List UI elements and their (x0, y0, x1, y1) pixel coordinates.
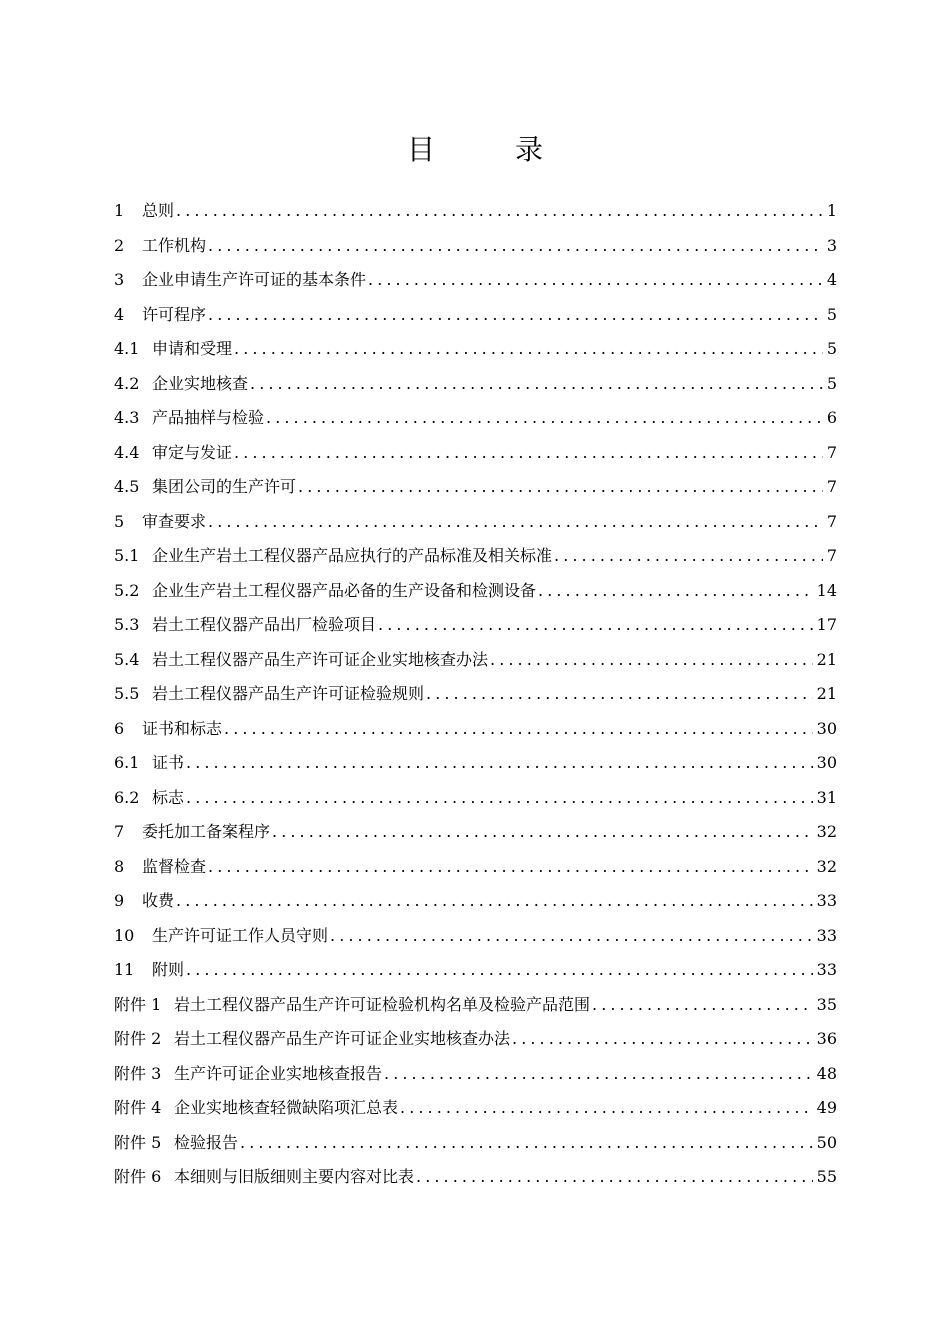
toc-entry[interactable] (114, 608, 837, 643)
toc-entry-title: 企业生产岩土工程仪器产品应执行的产品标准及相关标准 (152, 546, 553, 566)
toc-dot-leader (554, 546, 823, 566)
toc-entry-page-number: 17 (816, 615, 837, 635)
toc-entry[interactable] (114, 953, 837, 988)
toc-entry-number: 5 (114, 511, 125, 531)
toc-entry-title: 申请和受理 (152, 339, 233, 359)
toc-entry-page-number: 36 (816, 1029, 837, 1049)
toc-entry[interactable] (114, 194, 837, 229)
toc-entry-title: 证书 (152, 753, 185, 773)
toc-entry-page-number: 7 (826, 546, 837, 566)
toc-entry-number: 5.1 (114, 546, 140, 566)
toc-entry-title: 生产许可证工作人员守则 (152, 925, 329, 945)
toc-dot-leader (384, 1064, 813, 1084)
toc-dot-leader (378, 615, 813, 635)
toc-entry-page-number: 30 (816, 753, 837, 773)
table-of-contents (114, 194, 837, 1195)
toc-entry-page-number: 7 (826, 511, 837, 531)
toc-entry-page-number: 55 (816, 1167, 837, 1187)
toc-entry-number: 附件 1 (114, 994, 162, 1014)
toc-entry[interactable] (114, 712, 837, 747)
toc-entry-title: 生产许可证企业实地核查报告 (174, 1063, 383, 1083)
toc-dot-leader (240, 1133, 813, 1153)
toc-entry-title: 岩土工程仪器产品出厂检验项目 (152, 615, 377, 635)
toc-entry-number: 6.1 (114, 753, 140, 773)
toc-entry-number: 附件 5 (114, 1132, 162, 1152)
toc-entry[interactable] (114, 1022, 837, 1057)
toc-dot-leader (224, 719, 813, 739)
toc-entry-title: 审查要求 (142, 511, 207, 531)
toc-entry-number: 6 (114, 718, 125, 738)
toc-entry-page-number: 31 (816, 787, 837, 807)
toc-entry-page-number: 30 (816, 718, 837, 738)
toc-entry[interactable] (114, 815, 837, 850)
toc-entry-number: 2 (114, 235, 125, 255)
toc-entry-title: 企业生产岩土工程仪器产品必备的生产设备和检测设备 (152, 580, 537, 600)
toc-dot-leader (400, 1098, 813, 1118)
toc-entry[interactable] (114, 1057, 837, 1092)
toc-entry[interactable] (114, 677, 837, 712)
toc-entry-page-number: 7 (826, 442, 837, 462)
toc-entry-title: 附则 (152, 960, 185, 980)
toc-entry[interactable] (114, 1126, 837, 1161)
toc-entry[interactable] (114, 1160, 837, 1195)
toc-entry-title: 岩土工程仪器产品生产许可证企业实地核查办法 (152, 649, 489, 669)
toc-entry-page-number: 35 (816, 994, 837, 1014)
toc-entry-number: 附件 3 (114, 1063, 162, 1083)
toc-entry-page-number: 6 (826, 408, 837, 428)
toc-entry-number: 4.3 (114, 408, 140, 428)
toc-entry-page-number: 33 (816, 960, 837, 980)
toc-dot-leader (250, 374, 823, 394)
toc-entry-page-number: 5 (826, 304, 837, 324)
toc-entry-number: 5.4 (114, 649, 140, 669)
toc-entry-number: 1 (114, 201, 125, 221)
toc-entry-page-number: 21 (816, 649, 837, 669)
toc-entry-number: 5.5 (114, 684, 140, 704)
toc-entry[interactable] (114, 332, 837, 367)
toc-dot-leader (330, 926, 813, 946)
toc-dot-leader (234, 443, 823, 463)
toc-entry-title: 监督检查 (142, 856, 207, 876)
toc-dot-leader (298, 477, 823, 497)
toc-entry-page-number: 32 (816, 856, 837, 876)
toc-dot-leader (368, 270, 823, 290)
toc-entry-page-number: 1 (826, 201, 837, 221)
toc-entry-number: 附件 4 (114, 1098, 162, 1118)
toc-entry-title: 总则 (142, 201, 175, 221)
toc-dot-leader (426, 684, 813, 704)
toc-entry-title: 标志 (152, 787, 185, 807)
toc-entry-title: 岩土工程仪器产品生产许可证企业实地核查办法 (174, 1029, 511, 1049)
toc-entry-title: 许可程序 (142, 304, 207, 324)
toc-entry-title: 企业申请生产许可证的基本条件 (142, 270, 367, 290)
toc-entry-number: 附件 6 (114, 1167, 162, 1187)
page-title: 目 录 (406, 133, 569, 166)
toc-entry[interactable] (114, 850, 837, 885)
toc-entry-number: 4.2 (114, 373, 140, 393)
toc-entry-title: 证书和标志 (142, 718, 223, 738)
toc-entry[interactable] (114, 470, 837, 505)
toc-entry-title: 岩土工程仪器产品生产许可证检验机构名单及检验产品范围 (174, 994, 591, 1014)
toc-dot-leader (186, 960, 813, 980)
toc-dot-leader (490, 650, 813, 670)
toc-dot-leader (592, 995, 813, 1015)
toc-entry[interactable] (114, 746, 837, 781)
toc-entry-title: 收费 (142, 891, 175, 911)
toc-entry-page-number: 32 (816, 822, 837, 842)
toc-entry-number: 11 (114, 960, 135, 980)
toc-dot-leader (272, 822, 813, 842)
toc-entry-number: 5.2 (114, 580, 140, 600)
toc-entry-title: 企业实地核查 (152, 373, 249, 393)
toc-entry-page-number: 7 (826, 477, 837, 497)
toc-entry-title: 产品抽样与检验 (152, 408, 265, 428)
toc-entry-page-number: 14 (816, 580, 837, 600)
toc-entry[interactable] (114, 505, 837, 540)
toc-entry-number: 4.1 (114, 339, 140, 359)
toc-dot-leader (176, 201, 823, 221)
toc-dot-leader (416, 1167, 813, 1187)
toc-entry-title: 委托加工备案程序 (142, 822, 271, 842)
toc-entry-page-number: 33 (816, 891, 837, 911)
toc-entry-number: 4.4 (114, 442, 140, 462)
toc-entry-page-number: 3 (826, 235, 837, 255)
toc-entry[interactable] (114, 263, 837, 298)
toc-entry-title: 岩土工程仪器产品生产许可证检验规则 (152, 684, 425, 704)
toc-entry-title: 审定与发证 (152, 442, 233, 462)
toc-entry-page-number: 5 (826, 373, 837, 393)
toc-entry-number: 9 (114, 891, 125, 911)
toc-dot-leader (538, 581, 813, 601)
toc-entry[interactable] (114, 401, 837, 436)
toc-entry[interactable] (114, 436, 837, 471)
toc-entry[interactable] (114, 781, 837, 816)
toc-dot-leader (176, 891, 813, 911)
toc-entry[interactable] (114, 988, 837, 1023)
toc-entry-title: 企业实地核查轻微缺陷项汇总表 (174, 1098, 399, 1118)
toc-entry-number: 6.2 (114, 787, 140, 807)
toc-dot-leader (208, 236, 823, 256)
toc-entry[interactable] (114, 229, 837, 264)
toc-entry[interactable] (114, 367, 837, 402)
toc-entry[interactable] (114, 643, 837, 678)
toc-dot-leader (234, 339, 823, 359)
toc-entry-page-number: 49 (816, 1098, 837, 1118)
toc-entry[interactable] (114, 574, 837, 609)
toc-entry-title: 集团公司的生产许可 (152, 477, 297, 497)
toc-entry-number: 3 (114, 270, 125, 290)
toc-entry-number: 7 (114, 822, 125, 842)
toc-dot-leader (512, 1029, 813, 1049)
toc-entry-number: 8 (114, 856, 125, 876)
toc-entry-title: 检验报告 (174, 1132, 239, 1152)
toc-entry-page-number: 48 (816, 1063, 837, 1083)
toc-entry-number: 10 (114, 925, 135, 945)
toc-entry-number: 4 (114, 304, 125, 324)
toc-entry[interactable] (114, 884, 837, 919)
toc-entry-page-number: 4 (826, 270, 837, 290)
toc-dot-leader (208, 512, 823, 532)
toc-dot-leader (208, 857, 813, 877)
toc-entry-number: 附件 2 (114, 1029, 162, 1049)
toc-entry-page-number: 21 (816, 684, 837, 704)
toc-entry-page-number: 50 (816, 1132, 837, 1152)
toc-dot-leader (186, 788, 813, 808)
toc-entry-number: 5.3 (114, 615, 140, 635)
toc-entry-page-number: 5 (826, 339, 837, 359)
toc-dot-leader (208, 305, 823, 325)
toc-entry-page-number: 33 (816, 925, 837, 945)
toc-entry-number: 4.5 (114, 477, 140, 497)
toc-entry[interactable] (114, 919, 837, 954)
toc-dot-leader (266, 408, 823, 428)
toc-entry[interactable] (114, 539, 837, 574)
toc-entry-title: 本细则与旧版细则主要内容对比表 (174, 1167, 415, 1187)
toc-entry-title: 工作机构 (142, 235, 207, 255)
toc-entry[interactable] (114, 1091, 837, 1126)
toc-dot-leader (186, 753, 813, 773)
toc-entry[interactable] (114, 298, 837, 333)
